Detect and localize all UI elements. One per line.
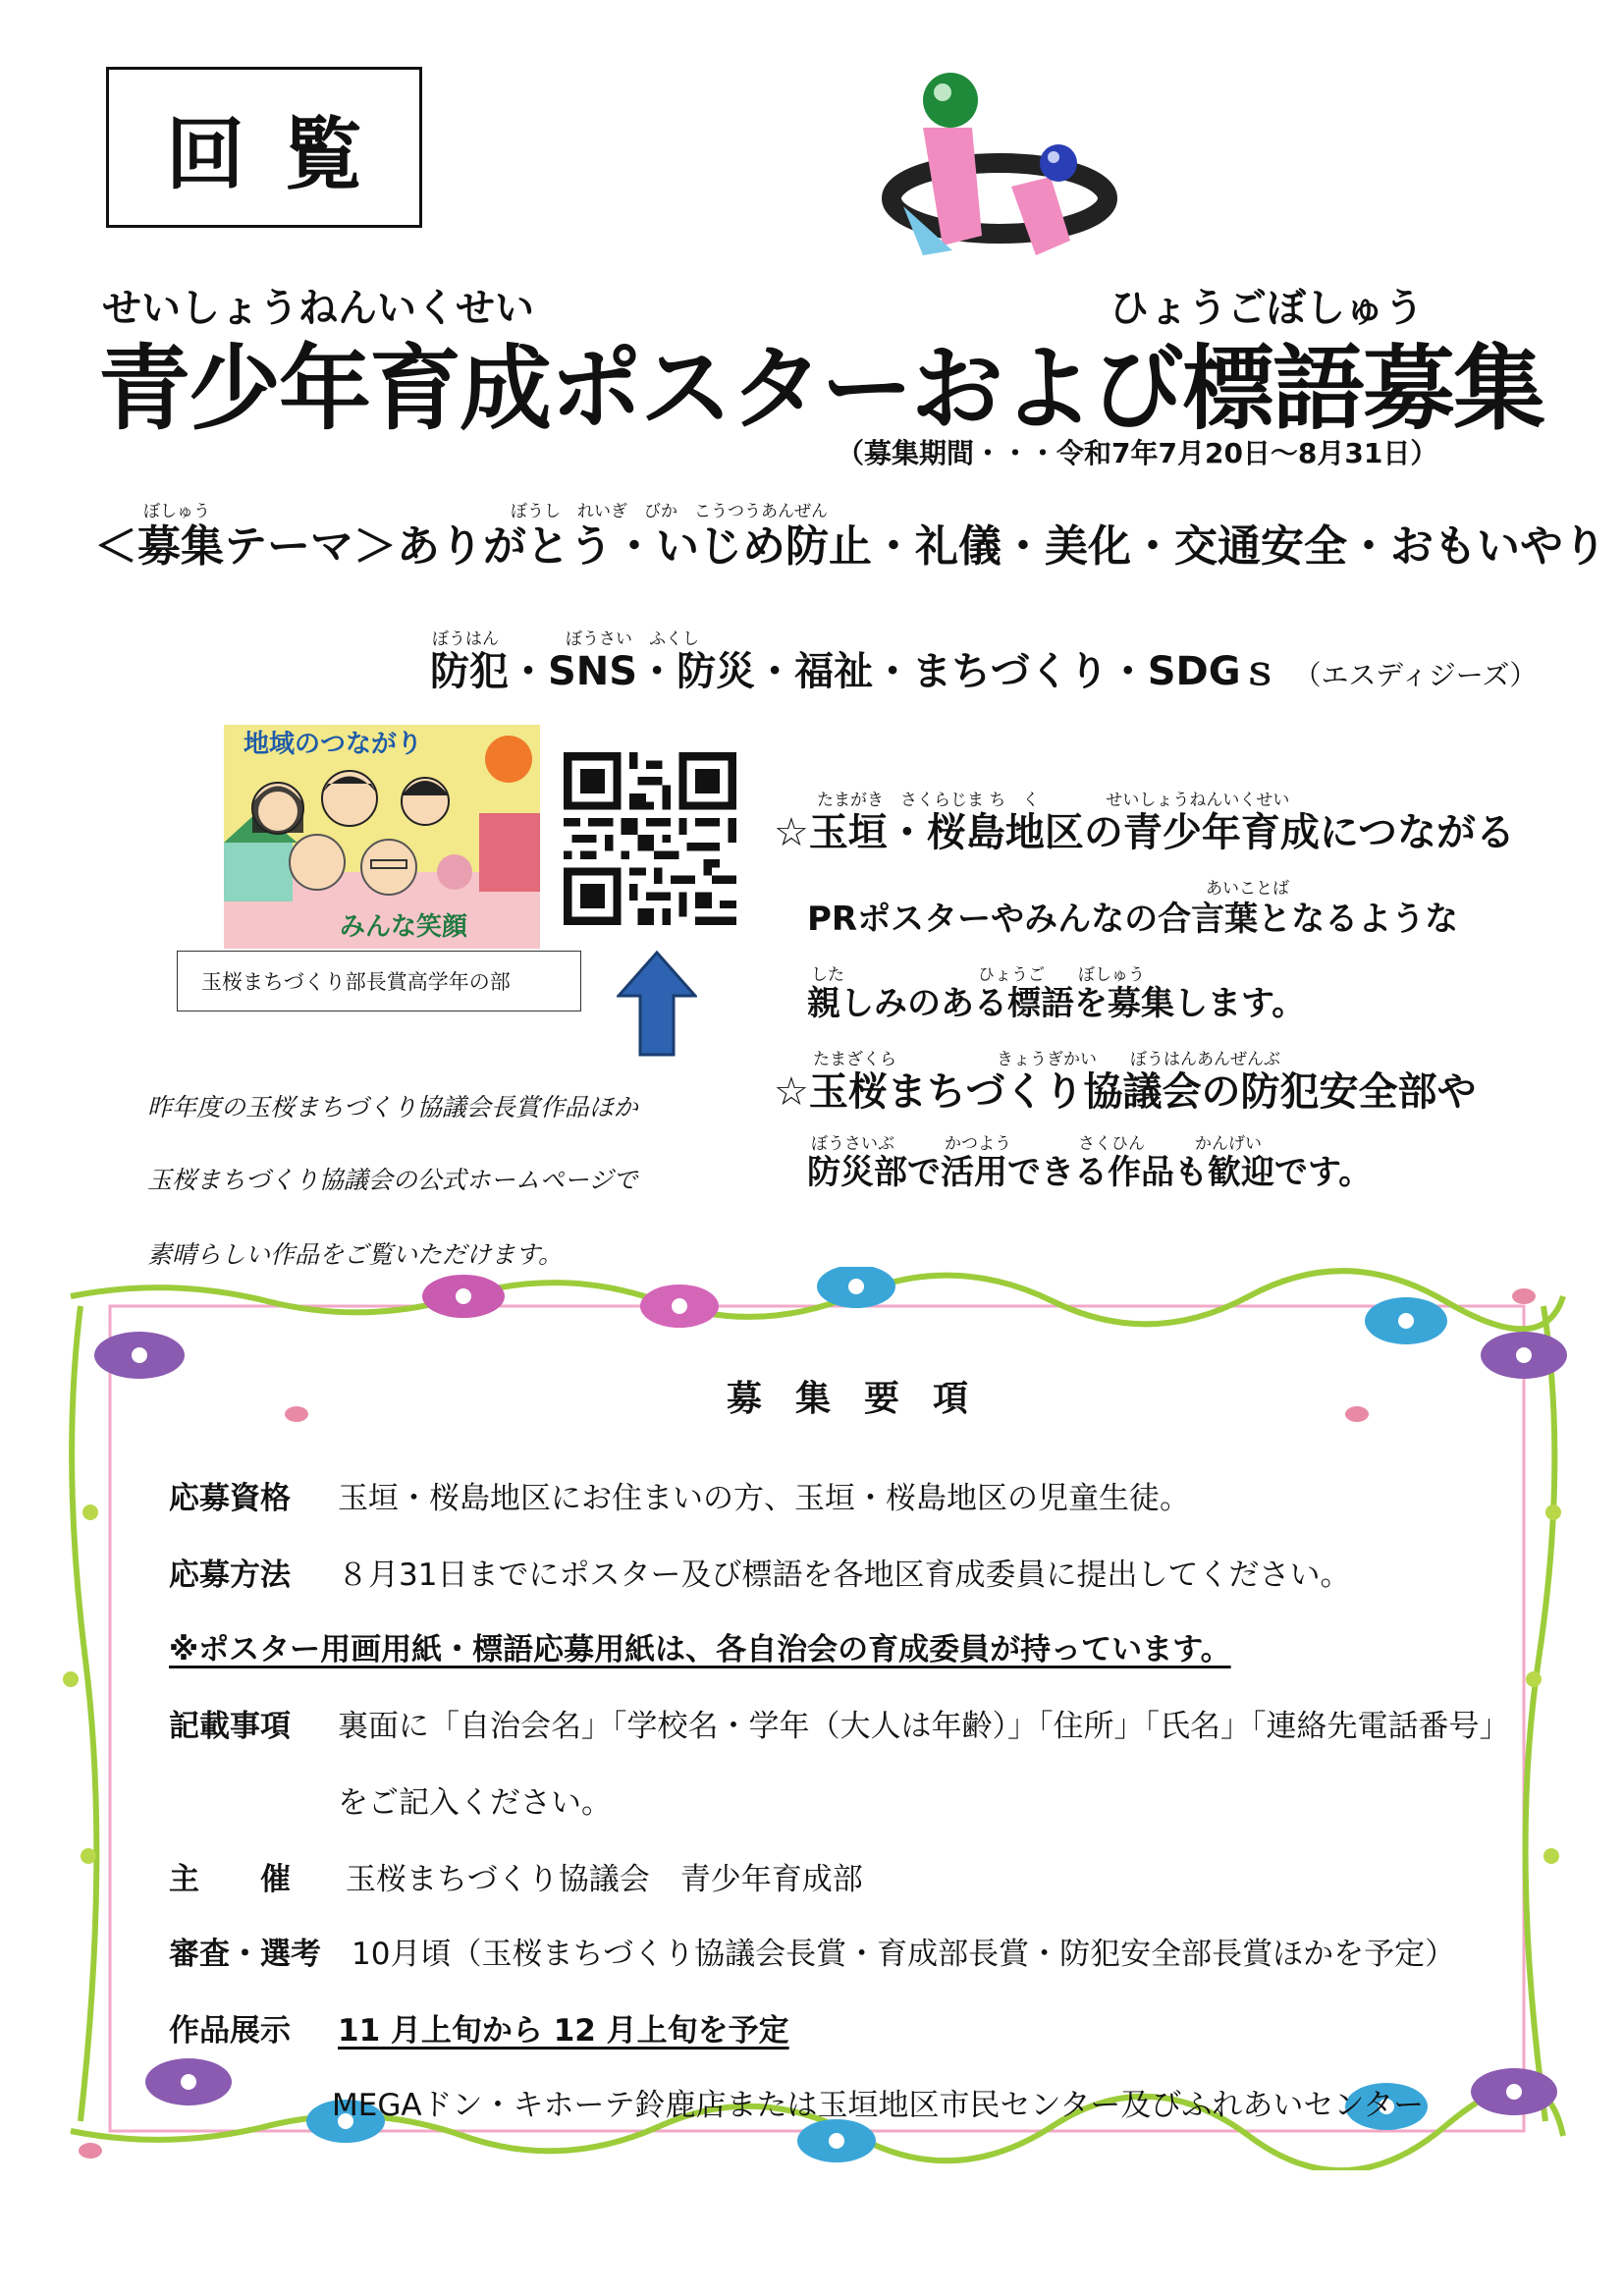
theme-line-2-sub: （エスディジーズ） <box>1293 659 1538 691</box>
row-label: 主 催 <box>169 1862 291 1897</box>
note-line-1: 昨年度の玉桜まちづくり協議会長賞作品ほか <box>147 1093 638 1121</box>
pr-line-5: 防災部で活用できる作品も歓迎です。 <box>807 1153 1373 1192</box>
row-label: 応募方法 <box>169 1558 291 1593</box>
organization-logo <box>864 69 1119 255</box>
row-exhibition-venue <box>332 2080 1424 2124</box>
qr-code[interactable] <box>564 752 736 925</box>
pr-line-3: 親しみのある標語を募集します。 <box>807 984 1306 1023</box>
theme-ruby-2: ぼうはん ぼうさい ふくし <box>432 629 699 649</box>
row-organizer <box>169 1854 863 1898</box>
row-entry-details-cont <box>338 1777 612 1822</box>
note-line-2: 玉桜まちづくり協議会の公式ホームページで <box>147 1166 638 1194</box>
theme-line-2-text: 防犯・SNS・防災・福祉・まちづくり・SDGｓ <box>430 649 1280 694</box>
blue-ball-icon <box>1040 144 1077 182</box>
row-method <box>169 1550 1350 1594</box>
row-text: 10月頃（玉桜まちづくり協議会長賞・育成部長賞・防犯安全部長賞ほかを予定） <box>352 1937 1456 1972</box>
poster-caption-text: 玉桜まちづくり部長賞高学年の部 <box>201 970 511 994</box>
poster-heading: 地域のつながり <box>244 730 423 759</box>
row-label: 記載事項 <box>169 1709 291 1744</box>
row-text: をご記入ください。 <box>338 1785 612 1821</box>
row-note <box>169 1624 1231 1668</box>
pr-ruby-1: たまがき さくらじま ち く せいしょうねんいくせい <box>817 791 1290 810</box>
row-eligibility <box>169 1473 1190 1517</box>
note-line-3: 素晴らしい作品をご覧いただけます。 <box>147 1240 564 1269</box>
row-text: ８月31日までにポスター及び標語を各地区育成委員に提出してください。 <box>338 1558 1351 1593</box>
green-ball-icon <box>923 73 978 128</box>
row-entry-details <box>169 1701 1510 1745</box>
kairan-label: 回覧 <box>106 67 422 228</box>
title-ruby-left: せいしょうねんいくせい <box>102 286 534 331</box>
up-arrow-icon <box>617 951 697 1057</box>
pr-ruby-4: たまざくら きょうぎかい ぼうはんあんぜんぶ <box>813 1050 1280 1069</box>
theme-line-2 <box>430 640 1537 696</box>
row-label: 応募資格 <box>169 1481 291 1516</box>
pr-line-4: ☆玉桜まちづくり協議会の防犯安全部や <box>774 1069 1477 1115</box>
title-ruby-right: ひょうごぼしゅう <box>1110 286 1424 331</box>
row-judging <box>169 1929 1455 1973</box>
row-text: 玉垣・桜島地区にお住まいの方、玉垣・桜島地区の児童生徒。 <box>338 1481 1190 1516</box>
poster-footer: みんな笑顔 <box>340 912 468 942</box>
row-text: MEGAドン・キホーテ鈴鹿店または玉垣地区市民センター及びふれあいセンター <box>332 2088 1425 2123</box>
pr-ruby-3: した ひょうご ぼしゅう <box>811 965 1145 985</box>
row-exhibition <box>169 2005 789 2050</box>
theme-line-1: ＜募集テーマ＞ありがとう・いじめ防止・礼儀・美化・交通安全・おもいやり <box>94 521 1606 572</box>
recruitment-period: （募集期間・・・令和7年7月20日～8月31日） <box>837 437 1438 469</box>
theme-ruby-1: ぼしゅう ぼうし れいぎ びか こうつうあんぜん <box>143 502 828 521</box>
page-title: 青少年育成ポスターおよび標語募集 <box>98 336 1544 443</box>
row-text: 11 月上旬から 12 月上旬を予定 <box>338 2013 789 2049</box>
row-text: 裏面に「自治会名」「学校名・学年（大人は年齢）」「住所」「氏名」「連絡先電話番号」 <box>338 1709 1510 1744</box>
poster-caption <box>177 951 581 1011</box>
row-text: ※ポスター用画用紙・標語応募用紙は、各自治会の育成委員が持っています。 <box>169 1632 1231 1667</box>
pr-line-2: PRポスターやみんなの合言葉となるような <box>807 900 1459 939</box>
pr-ruby-5: ぼうさいぶ かつよう さくひん かんげい <box>811 1134 1262 1154</box>
row-label: 作品展示 <box>169 2013 291 2049</box>
sample-poster-image <box>224 725 540 949</box>
guidelines-title: 募集要項 <box>727 1379 1002 1419</box>
row-text: 玉桜まちづくり協議会 青少年育成部 <box>346 1862 863 1897</box>
pr-ruby-2: あいことば <box>1206 879 1289 899</box>
row-label: 審査・選考 <box>169 1937 321 1972</box>
pr-line-1: ☆玉垣・桜島地区の青少年育成につながる <box>774 810 1516 855</box>
